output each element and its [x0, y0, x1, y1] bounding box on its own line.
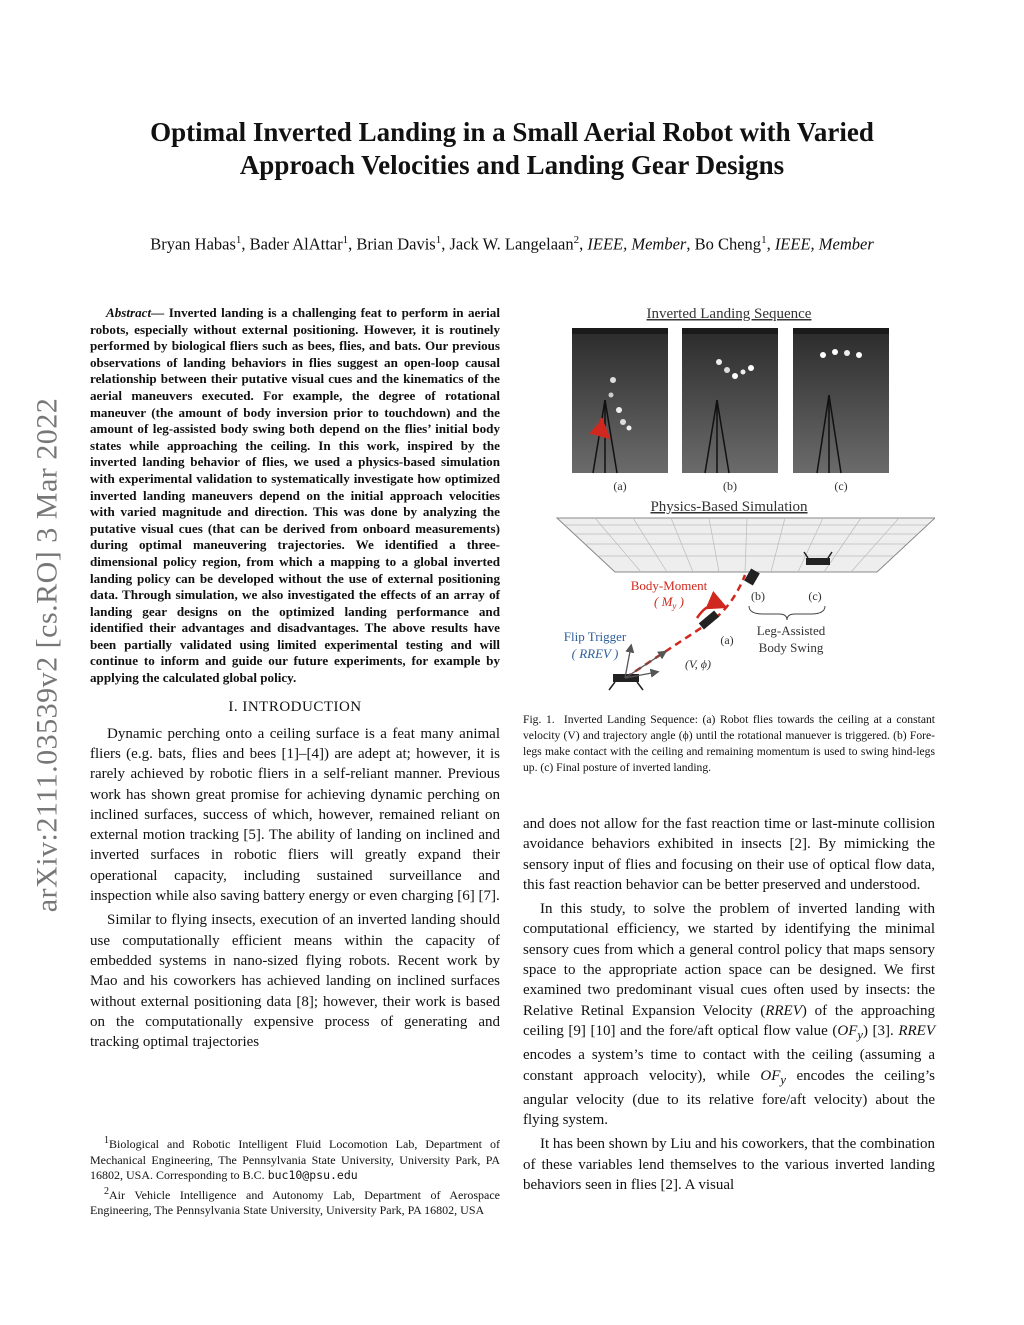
corresponding-email: buc10@psu.edu [267, 1168, 358, 1183]
title-line-1: Optimal Inverted Landing in a Small Aerial Robot with Varied [150, 117, 874, 147]
right-paragraph-3: It has been shown by Liu and his coworkers, that the combination of these variables lend themselves to the various inverted landing behaviors seen in flies [2]. A visual [523, 1136, 935, 1194]
photo-a [572, 331, 668, 473]
author-list: Bryan Habas$^1$, Bader AlAttar$^1$, Brian Davis$^1$, Jack W. Langelaan$^2$, IEEE, Member, Bo Cheng$^1$, IEEE, Member [150, 234, 874, 254]
author-affiliation: 1 [235, 234, 242, 246]
figure-1-graphic [523, 300, 935, 700]
author-name: Bader AlAttar [249, 234, 343, 254]
velocity-label: (V, ϕ) [685, 657, 711, 671]
author-name: Bo Cheng [694, 234, 762, 254]
left-column [90, 305, 500, 1056]
body-moment-label: Body-Moment [630, 578, 708, 593]
figure-sim-title: Physics-Based Simulation [650, 499, 808, 515]
ofy-symbol-2: $OF_y$ [760, 1067, 786, 1087]
author-affiliation: 1 [761, 234, 767, 246]
intro-paragraph-2: Similar to flying insects, execution of an inverted landing should use computationally efficient means within the capacity of embedded systems in nano-sized flying robots. Recent work by Mao and his coworkers has achieved landing on inclined surfaces without external positioning data [8]; however, their work is based on the computationally expensive process of generating and tracking optimal trajectories [90, 912, 500, 1051]
arxiv-identifier: arXiv:2111.03539v2 [cs.RO] 3 Mar 2022 [30, 397, 64, 913]
section-heading-introduction: I. INTRODUCTION [228, 698, 362, 715]
velocity-vectors [625, 646, 665, 678]
footnote-1-text: Biological and Robotic Intelligent Fluid Locomotion Lab, Department of Mechanical Engineering, The Pennsylvania State University, University Park, PA 16802, USA. Corresponding to B.C. [90, 1137, 500, 1183]
abstract-label: Abstract— [106, 305, 165, 320]
author-affiliation: 2 [573, 234, 580, 246]
right-body-text [523, 814, 935, 1195]
author-name: Bryan Habas [150, 234, 236, 254]
sim-label-c: (c) [808, 589, 822, 603]
figure-1 [523, 300, 935, 700]
paper-title [80, 116, 944, 182]
rrev-symbol-2: RREV [898, 1022, 935, 1039]
intro-paragraph-1: Dynamic perching onto a ceiling surface is a feat many animal fliers (e.g. bats, flies and bees [1]–[4]) are adept at; however, it is rarely achieved by robotic fliers in a self-reliant manner. Previous work has shown great promise for achieving dynamic perching on inclined surfaces, success of which, however, remained reliant on external motion tracking [5]. The ability of landing on inclined and inverted surfaces in robotic fliers will greatly expand their operational capacity, including sustained surveillance and inspection while also saving battery energy or even charging [6] [7]. [90, 725, 500, 905]
photo-c [793, 331, 889, 473]
author-role: IEEE, Member [587, 234, 687, 254]
footnote-marker: 2 [104, 1185, 109, 1197]
ofy-symbol: $OF_y$ [837, 1022, 863, 1042]
abstract [90, 305, 500, 687]
sim-label-a: (a) [720, 633, 734, 647]
right-paragraph-2: In this study, to solve the problem of inverted landing with computational efficiency, we started by identifying the minimal sensory cues from which a general control policy that maps sensory space to the appropriate action space can be designed. We first examined two predominant visual cues often used by insects: the Relative Retinal Expansion Velocity (RREV) of the approaching ceiling [9] [10] and the fore/aft optical flow value $(OF_y)$ [3]. RREV encodes a system’s time to contact with the ceiling (assuming a constant approach velocity), while $OF_y$ encodes the ceiling’s angular velocity (due to its relative fore/aft velocity) about the flying system. [523, 901, 936, 1129]
author-affiliation: 1 [342, 234, 349, 246]
author-role: IEEE, Member [774, 234, 874, 254]
leg-swing-brace [749, 606, 825, 620]
flip-trigger-symbol: ( RREV ) [571, 646, 619, 661]
photo-label-b: (b) [723, 479, 737, 493]
robot-start [609, 674, 643, 690]
photo-label-c: (c) [834, 479, 848, 493]
footnotes [90, 1133, 500, 1219]
photo-label-a: (a) [613, 479, 627, 493]
leg-assisted-label: Leg-Assisted [756, 623, 826, 638]
author-affiliation: 1 [435, 234, 442, 246]
author-name: Jack W. Langelaan [449, 234, 574, 254]
footnote-2 [90, 1184, 500, 1219]
ceiling-plane [557, 518, 935, 572]
figure-caption [523, 712, 935, 776]
body-swing-label: Body Swing [758, 640, 824, 655]
arxiv-sidebar [14, 350, 80, 960]
sim-label-b: (b) [751, 589, 765, 603]
figure-top-title: Inverted Landing Sequence [646, 306, 812, 322]
footnote-1 [90, 1133, 500, 1184]
photo-b [682, 331, 778, 473]
abstract-text: Inverted landing is a challenging feat to perform in aerial robots, especially without external positioning. However, it is routinely performed by biological fliers such as bees, flies, and bats. Our previous observations of landing behaviors in flies suggest an open-loop causal relationship between their putative visual cues and the kinematics of the aerial maneuvers executed. For example, the degree of rotational maneuver (the amount of body inversion prior to touchdown) and the amount of leg-assisted body swing both depend on the flies’ initial body states while approaching the ceiling. In this work, inspired by the inverted landing behavior of flies, we used a physics-based simulation with experimental validation to systematically investigate how optimized inverted landing maneuvers depend on the initial approach velocities with varied magnitude and direction. This was done by analyzing the putative visual cues (that can be derived from onboard measurements) during optimal maneuvering trajectories. We identified a three-dimensional policy region, from which a mapping to a global inverted landing policy can be developed without the use of external positioning data. Through simulation, we also investigated the effects of an array of landing gear designs on the optimized landing performance and identified their advantages and disadvantages. The above results have been partially validated using limited experimental testing and will continue to inform and guide our future experiments, for example by applying the calculated global policy. [90, 305, 500, 686]
right-column [523, 300, 935, 1199]
footnote-2-text: Air Vehicle Intelligence and Autonomy Lab, Department of Aerospace Engineering, The Pennsylvania State University, University Park, PA 16802, USA [90, 1187, 500, 1218]
caption-lead: Fig. 1. [523, 713, 555, 726]
rrev-symbol: RREV [765, 1002, 802, 1019]
body-moment-symbol: ( $M_y$ ) [653, 594, 685, 611]
title-line-2: Approach Velocities and Landing Gear Designs [239, 150, 785, 180]
caption-body: Inverted Landing Sequence: (a) Robot flies towards the ceiling at a constant velocity (V) and trajectory angle (ϕ) until the rotational manuever is triggered. (b) Fore-legs make contact with the ceiling and remaining momentum is used to swing hind-legs up. (c) Final posture of inverted landing. [523, 713, 935, 774]
author-name: Brian Davis [356, 234, 436, 254]
right-paragraph-1: and does not allow for the fast reaction time or last-minute collision avoidance behaviors exhibited in insects [2]. By mimicking the sensory input of flies and focusing on their use of optical flow data, this fast reaction behavior can be better preserved and understood. [523, 816, 935, 893]
flip-trigger-label: Flip Trigger [563, 629, 627, 644]
footnote-marker: 1 [104, 1135, 109, 1146]
